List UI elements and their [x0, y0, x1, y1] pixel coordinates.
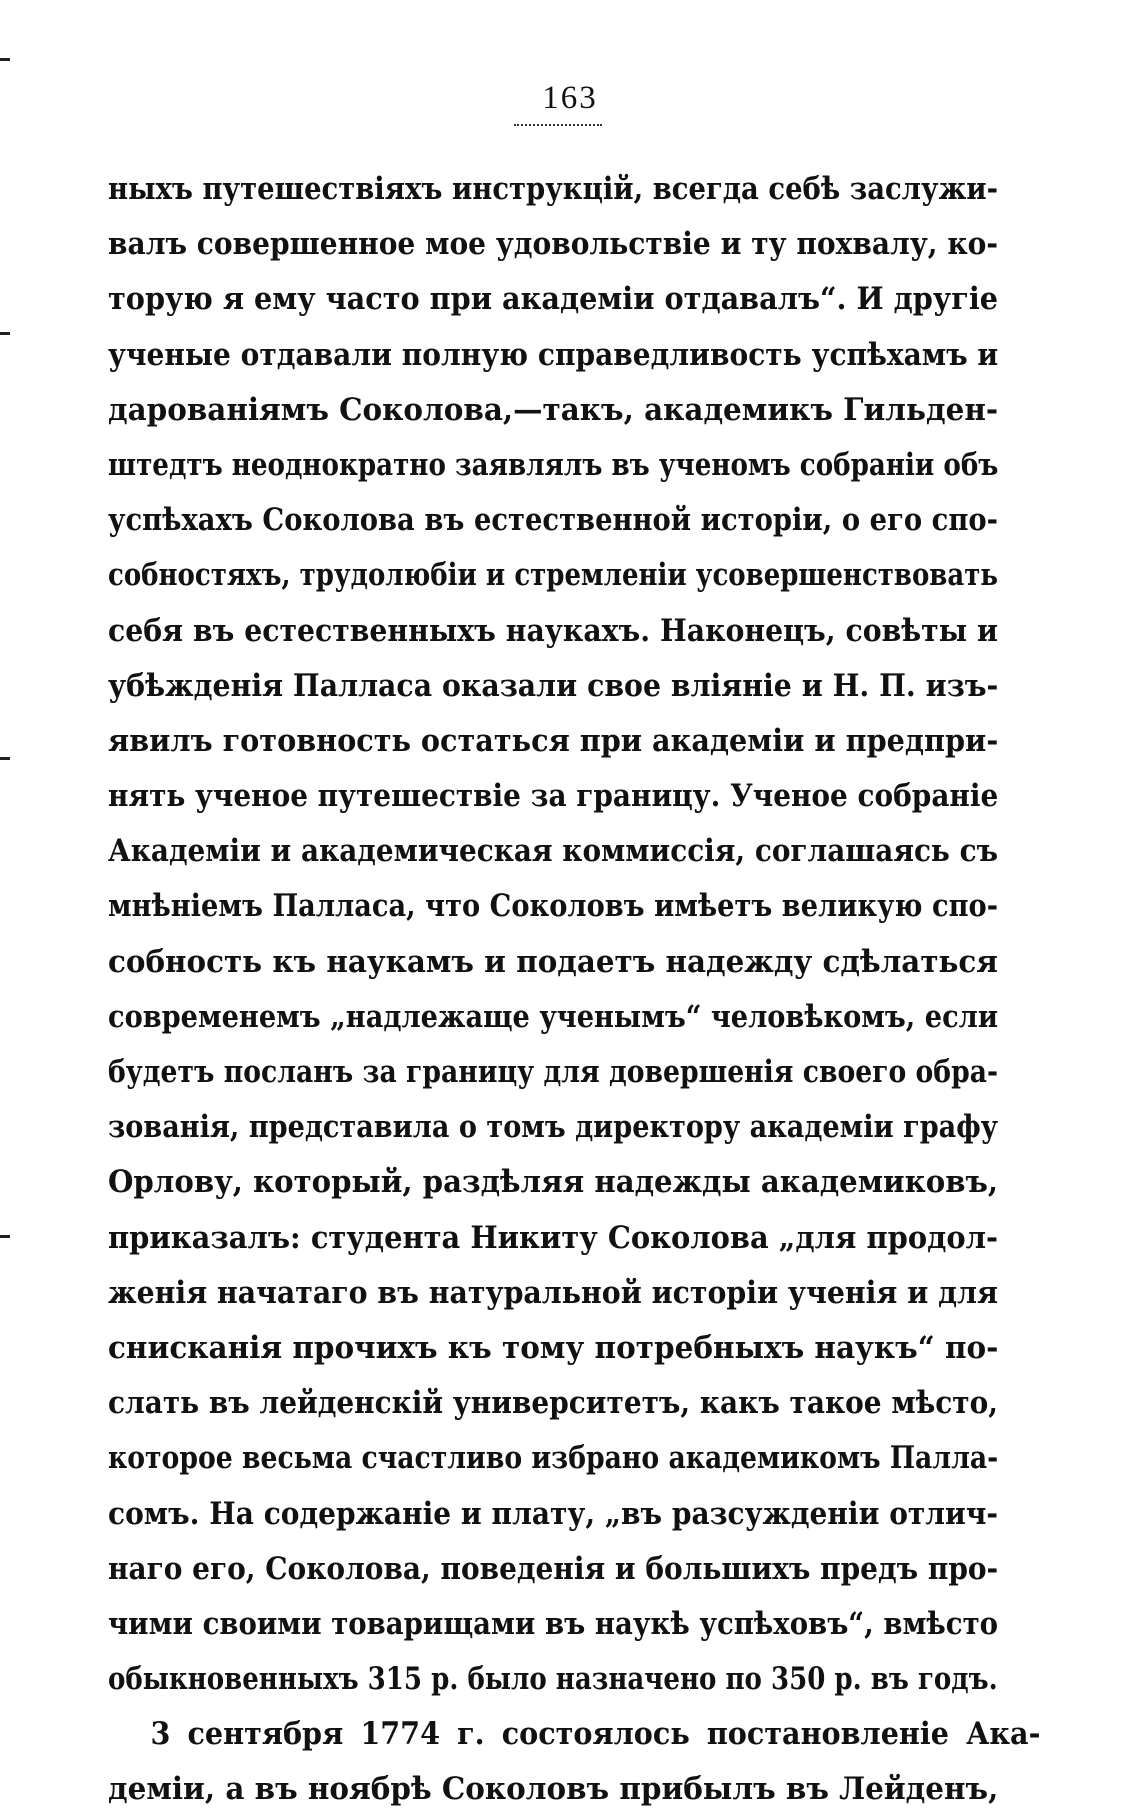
text-line: успѣхахъ Соколова въ естественной исторіи, о его спо- [108, 502, 998, 539]
text-line: зованія, представила о томъ директору академіи графу [108, 1109, 998, 1146]
paragraph [108, 1707, 1041, 1817]
text-line: сомъ. На содержаніе и плату, „въ разсужденіи отлич- [108, 1495, 998, 1532]
text-line: которое весьма счастливо избрано академикомъ Палла- [108, 1440, 999, 1477]
text-line: будетъ посланъ за границу для довершенія своего обра- [108, 1054, 998, 1090]
text-line: убѣжденія Палласа оказали свое вліяніе и Н. П. изъ- [108, 667, 999, 704]
paragraph [108, 162, 998, 1707]
text-line: штедтъ неоднократно заявлялъ въ ученомъ собраніи объ [108, 446, 999, 483]
text-line: валъ совершенное мое удовольствіе и ту похвалу, ко- [108, 226, 998, 263]
text-line: собностяхъ, трудолюбіи и стремленіи усовершенствовать [108, 557, 998, 594]
text-line: нять ученое путешествіе за границу. Ученое собраніе [108, 778, 999, 815]
text-line: явилъ готовность остаться при академіи и предпри- [108, 722, 999, 759]
text-line: чими своими товарищами въ наукѣ успѣховъ“, вмѣсто [108, 1605, 998, 1642]
text-line: ныхъ путешествіяхъ инструкцій, всегда себѣ заслужи- [108, 171, 998, 207]
margin-mark [0, 332, 10, 335]
text-line: женія начатаго въ натуральной исторіи ученія и для [108, 1274, 998, 1311]
body-text [108, 162, 1041, 1818]
text-line: 3 сентября 1774 г. состоялось постановленіе Ака- [150, 1716, 1041, 1753]
text-line: снисканія прочихъ къ тому потребныхъ наукъ“ по- [108, 1329, 999, 1366]
margin-mark [0, 1235, 10, 1238]
page-number: 163 [542, 80, 598, 116]
text-line: торую я ему часто при академіи отдавалъ“. И другіе [108, 281, 998, 318]
text-line: слать въ лейденскій университетъ, какъ такое мѣсто, [108, 1385, 998, 1422]
text-line: себя въ естественныхъ наукахъ. Наконецъ, совѣты и [108, 612, 998, 649]
text-line: мнѣніемъ Палласа, что Соколовъ имѣетъ великую спо- [108, 888, 998, 925]
text-line: современемъ „надлежаще ученымъ“ человѣкомъ, если [108, 998, 998, 1035]
text-line: Академіи и академическая коммиссія, соглашаясь съ [108, 833, 998, 870]
page-number-rule [514, 124, 602, 126]
margin-mark [0, 58, 10, 61]
text-line: обыкновенныхъ 315 р. было назначено по 350 р. въ годъ. [108, 1661, 998, 1698]
text-line: Орлову, который, раздѣляя надежды академиковъ, [108, 1164, 998, 1201]
text-line: деміи, а въ ноябрѣ Соколовъ прибылъ въ Лейденъ, [108, 1771, 999, 1808]
text-line: ученые отдавали полную справедливость успѣхамъ и [108, 336, 999, 373]
text-line: дарованіямъ Соколова,—такъ, академикъ Гильден- [108, 391, 999, 428]
text-line: собность къ наукамъ и подаетъ надежду сдѣлаться [108, 943, 998, 980]
text-line: наго его, Соколова, поведенія и большихъ предъ про- [108, 1550, 999, 1587]
margin-mark [0, 757, 10, 760]
text-line: приказалъ: студента Никиту Соколова „для продол- [108, 1219, 998, 1256]
